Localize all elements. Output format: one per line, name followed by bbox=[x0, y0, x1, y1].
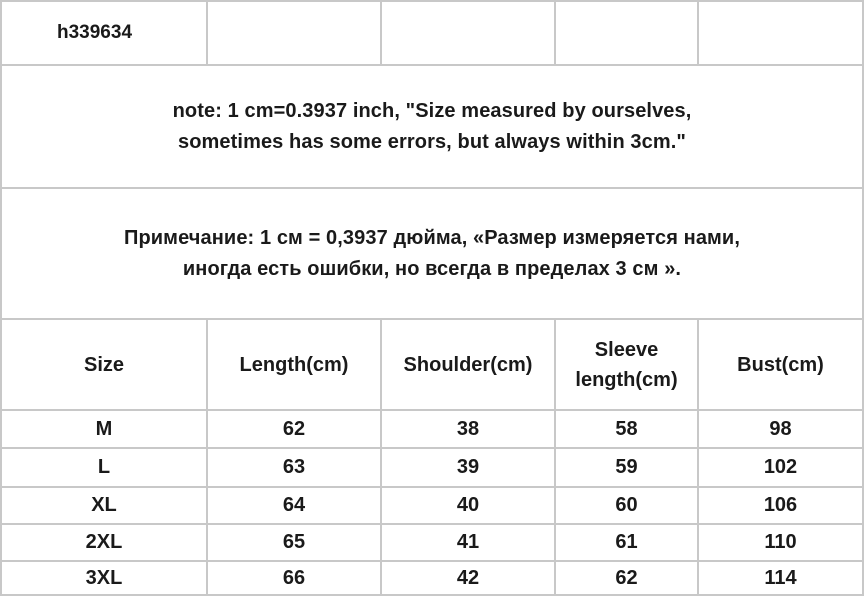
table-cell-sleeve: 59 bbox=[615, 456, 638, 478]
table-cell-length: 63 bbox=[282, 456, 306, 478]
table-cell-shoulder: 40 bbox=[456, 494, 480, 516]
grid-line bbox=[206, 0, 208, 65]
table-cell-size: L bbox=[97, 456, 111, 478]
table-cell-length: 64 bbox=[282, 494, 306, 516]
table-cell-size: 2XL bbox=[85, 531, 123, 553]
table-cell-shoulder: 39 bbox=[456, 456, 480, 478]
table-cell-length: 62 bbox=[282, 417, 306, 440]
header-size: Size bbox=[83, 353, 125, 376]
header-length: Length(cm) bbox=[239, 353, 349, 376]
note-english bbox=[0, 66, 864, 187]
grid-line bbox=[380, 0, 382, 65]
table-cell-bust: 110 bbox=[764, 531, 797, 553]
product-code: h339634 bbox=[57, 22, 133, 43]
note-english-line1: note: 1 cm=0.3937 inch, "Size measured by ourselves, bbox=[172, 99, 692, 122]
note-russian-line2: иногда есть ошибки, но всегда в пределах 3 см ». bbox=[182, 257, 682, 280]
table-cell-sleeve: 62 bbox=[615, 566, 638, 589]
table-cell-sleeve: 60 bbox=[615, 494, 638, 516]
header-shoulder: Shoulder(cm) bbox=[403, 353, 533, 376]
table-cell-bust: 98 bbox=[769, 417, 792, 440]
table-cell-bust: 102 bbox=[763, 456, 798, 478]
header-sleeve-length: Sleeve length(cm) bbox=[575, 338, 678, 391]
header-bust: Bust(cm) bbox=[737, 353, 824, 376]
grid-line bbox=[554, 0, 556, 65]
table-cell-sleeve: 58 bbox=[615, 417, 638, 440]
table-cell-size: 3XL bbox=[85, 566, 123, 589]
table-cell-shoulder: 38 bbox=[456, 417, 480, 440]
note-russian bbox=[0, 189, 864, 318]
table-cell-size: M bbox=[95, 417, 113, 440]
table-cell-length: 65 bbox=[282, 531, 306, 553]
note-english-line2: sometimes has some errors, but always within 3cm." bbox=[178, 130, 686, 153]
note-russian-line1: Примечание: 1 см = 0,3937 дюйма, «Размер измеряется нами, bbox=[124, 226, 740, 249]
table-cell-bust: 114 bbox=[764, 566, 797, 589]
grid-line bbox=[697, 0, 699, 65]
table-cell-shoulder: 42 bbox=[456, 566, 480, 589]
table-cell-shoulder: 41 bbox=[456, 531, 480, 553]
table-cell-bust: 106 bbox=[763, 494, 798, 516]
table-cell-sleeve: 61 bbox=[615, 531, 638, 553]
table-cell-length: 66 bbox=[282, 566, 306, 589]
table-cell-size: XL bbox=[91, 494, 117, 516]
